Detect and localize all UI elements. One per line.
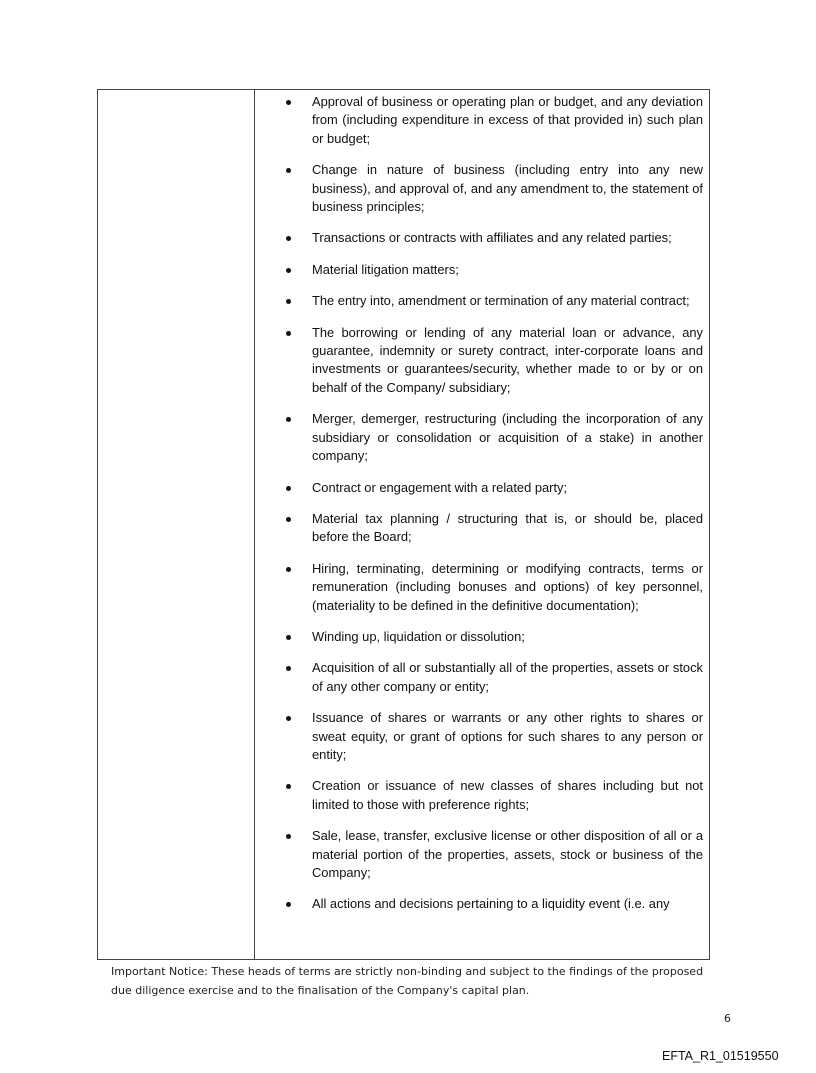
reserved-matters-list — [255, 93, 709, 927]
page-number: 6 — [724, 1012, 731, 1025]
bullet-icon — [286, 236, 291, 241]
list-item — [255, 777, 709, 814]
list-item-text: Winding up, liquidation or dissolution; — [312, 628, 525, 644]
list-item-text: Change in nature of business (including entry into any new business), and approval of, and any amendment to, the statement of business principles; — [312, 162, 703, 215]
bullet-icon — [286, 331, 291, 336]
list-item — [255, 93, 709, 148]
list-item-text: Creation or issuance of new classes of shares including but not limited to those with preference rights; — [312, 778, 703, 812]
list-item — [255, 827, 709, 882]
bullet-icon — [286, 834, 291, 839]
bullet-icon — [286, 635, 291, 640]
bullet-icon — [286, 299, 291, 304]
bullet-icon — [286, 716, 291, 721]
list-item — [255, 292, 709, 310]
list-item-text: Acquisition of all or substantially all of the properties, assets or stock of any other company or entity; — [312, 660, 703, 694]
list-item — [255, 628, 709, 646]
list-item — [255, 324, 709, 398]
list-item — [255, 161, 709, 216]
list-item — [255, 410, 709, 465]
list-item-text: The entry into, amendment or termination of any material contract; — [312, 293, 690, 309]
list-item-text: Material litigation matters; — [312, 261, 459, 277]
list-item-text: Transactions or contracts with affiliates and any related parties; — [312, 230, 672, 246]
bullet-icon — [286, 168, 291, 173]
table-left-cell — [98, 90, 255, 959]
important-notice: Important Notice: These heads of terms are strictly non-binding and subject to the findings of the proposed due diligence exercise and to the finalisation of the Company's capital plan. — [111, 965, 704, 997]
list-item — [255, 709, 709, 764]
list-item — [255, 261, 709, 279]
bullet-icon — [286, 100, 291, 105]
bullet-icon — [286, 417, 291, 422]
list-item — [255, 560, 709, 615]
list-item-text: Hiring, terminating, determining or modifying contracts, terms or remuneration (including bonuses and options) of key personnel, (materiality to be defined in the definitive documentation); — [312, 560, 703, 613]
bullet-icon — [286, 517, 291, 522]
list-item-text: The borrowing or lending of any material loan or advance, any guarantee, indemnity or surety contract, inter-corporate loans and investments or guarantees/security, whether made to or by or on behalf of the Company/ subsidiary; — [312, 324, 703, 395]
list-item — [255, 510, 709, 547]
table-right-cell — [255, 90, 709, 959]
list-item-text: Contract or engagement with a related party; — [312, 479, 568, 495]
list-item-text: Approval of business or operating plan or budget, and any deviation from (including expenditure in excess of that provided in) such plan or budget; — [312, 94, 703, 146]
list-item — [255, 659, 709, 696]
bullet-icon — [286, 902, 291, 907]
list-item-text: Sale, lease, transfer, exclusive license or other disposition of all or a material portion of the properties, assets, stock or business of the Company; — [312, 828, 703, 880]
bullet-icon — [286, 567, 291, 572]
bullet-icon — [286, 486, 291, 491]
list-item-text: All actions and decisions pertaining to a liquidity event (i.e. any — [312, 896, 670, 912]
list-item — [255, 229, 709, 247]
bullet-icon — [286, 268, 291, 273]
list-item-text: Merger, demerger, restructuring (including the incorporation of any subsidiary or consolidation or acquisition of a stake) in another company; — [312, 411, 703, 464]
bullet-icon — [286, 784, 291, 789]
list-item — [255, 479, 709, 497]
list-item-text: Issuance of shares or warrants or any other rights to shares or sweat equity, or grant of options for such shares to any person or entity; — [312, 710, 703, 762]
terms-table — [97, 89, 710, 960]
list-item-text: Material tax planning / structuring that is, or should be, placed before the Board; — [312, 510, 703, 545]
document-id: EFTA_R1_01519550 — [662, 1049, 779, 1063]
list-item — [255, 895, 709, 913]
bullet-icon — [286, 666, 291, 671]
